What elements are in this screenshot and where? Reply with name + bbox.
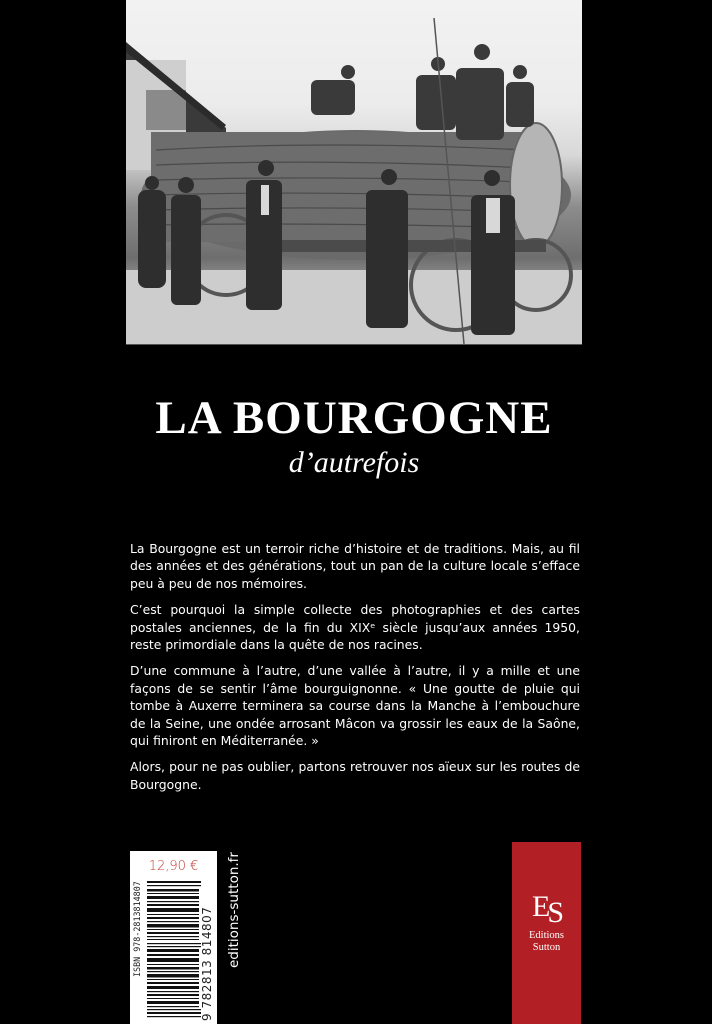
blurb-paragraph-2: C’est pourquoi la simple collecte des photographies et des cartes postales anciennes, de la fin du XIXᵉ siècle jusqu’aux années 1950, reste primordiale dans la quête de nos racines. bbox=[130, 602, 580, 653]
photo-icon bbox=[126, 0, 582, 344]
blurb-paragraph-4: Alors, pour ne pas oublier, partons retrouver nos aïeux sur les routes de Bourgogne. bbox=[130, 759, 580, 792]
blurb-paragraph-3: D’une commune à l’autre, d’une vallée à l’autre, il y a mille et une façons de se sentir l’âme bourguignonne. « Une goutte de pluie qui tombe à Auxerre terminera sa course dans la Manche à l’embouchure de la Seine, une ondée arrosant Mâcon va grossir les eaux de la Saône, qui finiront en Méditerranée. » bbox=[130, 663, 580, 749]
publisher-website[interactable]: editions-sutton.fr bbox=[226, 852, 242, 968]
book-subtitle: d’autrefois bbox=[288, 446, 420, 479]
publisher-name-line2: Sutton bbox=[532, 942, 561, 953]
publisher-monogram bbox=[512, 890, 581, 929]
barcode-panel bbox=[130, 851, 217, 1024]
publisher-logo-panel bbox=[512, 842, 581, 1024]
ean-digits: 9 782813 814807 bbox=[200, 906, 214, 1021]
cover-photo bbox=[126, 0, 582, 345]
barcode-icon bbox=[147, 881, 201, 1019]
book-title: LA BOURGOGNE bbox=[155, 392, 553, 444]
isbn-label: ISBN 978-2813814807 bbox=[132, 881, 142, 977]
monogram-e: E bbox=[531, 890, 548, 923]
price-label: 12,90 € bbox=[148, 859, 199, 874]
publisher-name bbox=[512, 930, 581, 954]
blurb-paragraph-1: La Bourgogne est un terroir riche d’histoire et de traditions. Mais, au fil des années et des générations, tout un pan de la culture locale s’efface peu à peu de nos mémoires. bbox=[130, 541, 580, 591]
publisher-name-line1: Editions bbox=[528, 930, 564, 941]
monogram-s: S bbox=[547, 896, 561, 929]
back-cover-blurb bbox=[130, 540, 580, 802]
